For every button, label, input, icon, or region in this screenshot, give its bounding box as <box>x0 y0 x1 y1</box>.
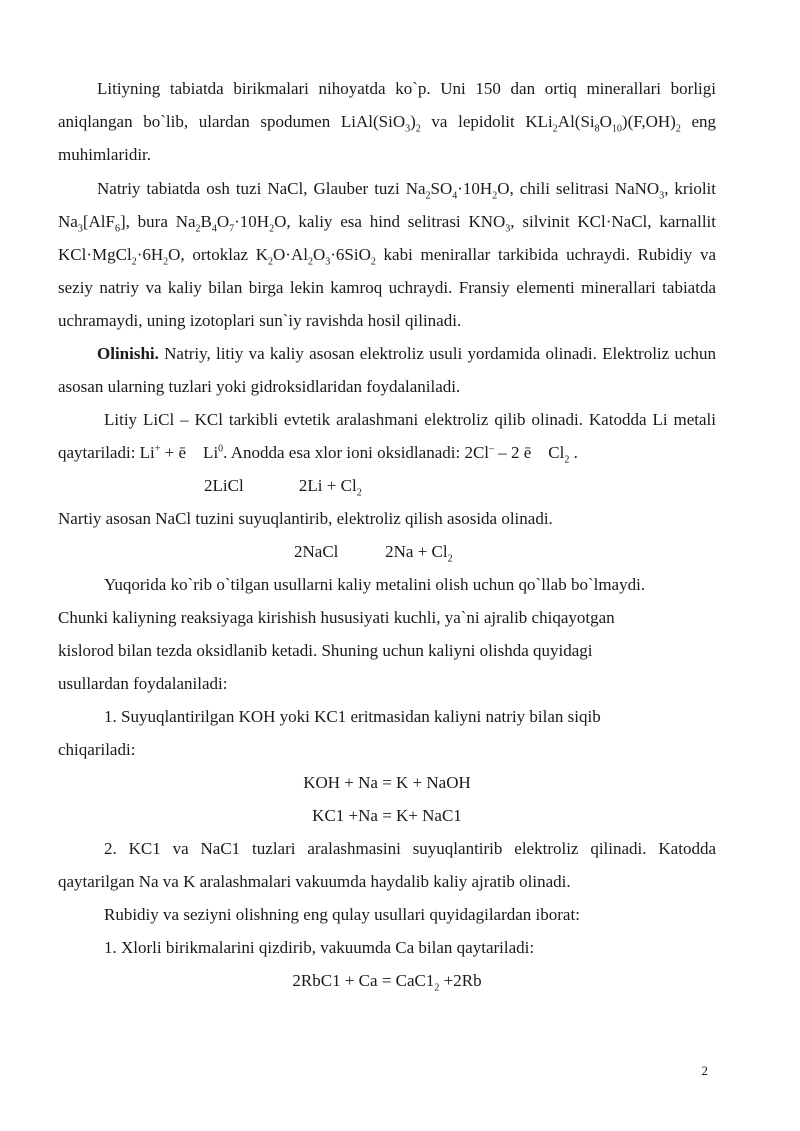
paragraph-lithium-electrolysis: Litiy LiCl – KCl tarkibli evtetik aralashmani elektroliz qilib olinadi. Katodda Li metali qaytariladi: Li+ + ē Li$^0$. Anodda esa xlor ioni oksidlanadi: 2Cl– – 2 ē $Cl_2$ . <box>58 410 716 466</box>
page-number: 2 <box>701 1063 708 1078</box>
equation-koh-na: KOH + Na = K + NaOH <box>303 773 471 792</box>
paragraph-lithium-minerals: Litiyning tabiatda birikmalari nihoyatda ko`p. Uni 150 dan ortiq minerallari borligi aniqlangan bo`lib, ulardan spodumen $LiAl(SiO_3)_2$ va lepidolit $KLi_2Al(Si_8O_{10})(F,OH)_2$ eng muhimlaridir. <box>58 79 717 164</box>
document-body <box>58 72 716 997</box>
equation-nacl-electrolysis: 2NaCl $2Na + Cl_2$ <box>294 542 453 565</box>
paragraph-method-1: 1. Suyuqlantirilgan KOH yoki KC1 eritmasidan kaliyni natriy bilan siqib chiqariladi: <box>58 707 601 759</box>
equation-licl-electrolysis: 2LiCl $2Li + Cl_2$ <box>204 476 362 499</box>
paragraph-rb-method-1: 1. Xlorli birikmalarini qizdirib, vakuumda Ca bilan qaytariladi: <box>104 938 535 957</box>
equation-kc1-na: KC1 +Na = K+ NaC1 <box>312 806 462 825</box>
paragraph-sodium-minerals: Natriy tabiatda osh tuzi NaCl, Glauber tuzi $Na_2SO_4\cdot 10H_2O$, chili selitrasi NaNO$_3$, kriolit $Na_3[AlF_6]$, bura $Na_2B_4O_7\cdot 10H_2O$, kaliy esa hind selitrasi $KNO_3$, silvinit KCl·NaCl, karnallit $KCl\cdot MgCl_2\cdot 6H_2O$, ortoklaz $K_2O\cdot Al_2O_3\cdot 6SiO_2$ kabi menirallar tarkibida uchraydi. Rubidiy va seziy natriy va kaliy bilan birga lekin kamroq uchraydi. Fransiy elementi minerallari tabiatda uchramaydi, uning izotoplari sun`iy ravishda hosil qilinadi. <box>58 179 716 330</box>
paragraph-rubidium-cesium: Rubidiy va seziyni olishning eng qulay usullari quyidagilardan iborat: <box>104 905 580 924</box>
paragraph-obtaining: Olinishi. Natriy, litiy va kaliy asosan elektroliz usuli yordamida olinadi. Elektroliz uchun asosan ularning tuzlari yoki gidroksidlaridan foydalaniladi. <box>58 344 716 396</box>
paragraph-sodium-electrolysis: Nartiy asosan NaCl tuzini suyuqlantirib, elektroliz qilish asosida olinadi. <box>58 509 553 528</box>
paragraph-method-2: 2. KC1 va NaC1 tuzlari aralashmasini suyuqlantirib elektroliz qilinadi. Katodda qaytarilgan Na va K aralashmalari vakuumda haydalib kaliy ajratib olinadi. <box>58 839 716 891</box>
equation-rbc1-ca: $2RbC1 + Ca = CaC1_2 +2Rb$ <box>292 971 482 994</box>
paragraph-potassium-methods: Yuqorida ko`rib o`tilgan usullarni kaliy metalini olish uchun qo`llab bo`lmaydi. Chunki kaliyning reaksiyaga kirishish hususiyati kuchli, ya`ni ajralib chiqayotgan kislorod bilan tezda oksidlanib ketadi. Shuning uchun kaliyni olishda quyidagi usullardan foydalaniladi: <box>58 575 646 693</box>
